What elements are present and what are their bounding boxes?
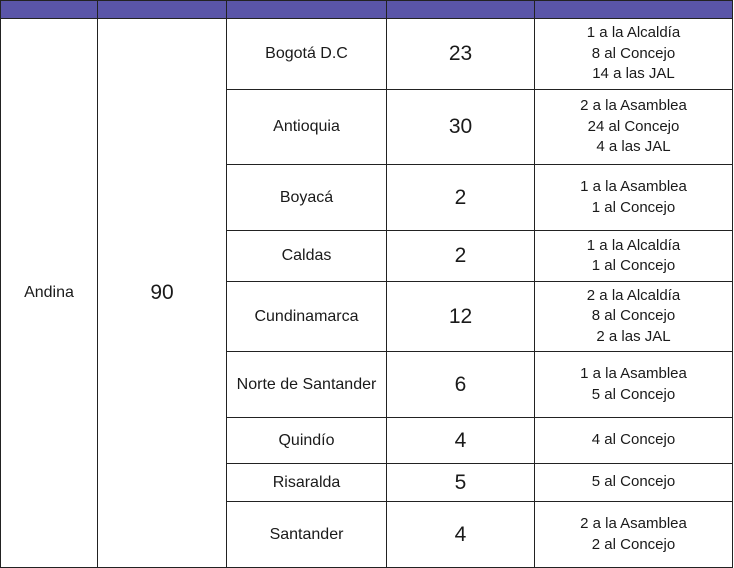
detail-line: 4 al Concejo [591, 431, 676, 449]
department-count: 2 [387, 231, 535, 282]
detail-line: 1 a la Asamblea [580, 365, 687, 382]
department-count: 30 [387, 90, 535, 165]
header-row [1, 1, 733, 19]
department-count: 2 [387, 165, 535, 231]
detail-line: 5 al Concejo [591, 385, 676, 403]
detail-line: 1 al Concejo [591, 198, 676, 216]
detail-line: 2 al Concejo [591, 535, 676, 553]
header-cell-1 [1, 1, 98, 19]
header-cell-4 [387, 1, 535, 19]
department-name: Caldas [227, 231, 387, 282]
department-details [535, 418, 733, 464]
department-details [535, 352, 733, 418]
department-details [535, 165, 733, 231]
department-name: Boyacá [227, 165, 387, 231]
detail-line: 2 a la Asamblea [580, 97, 687, 115]
detail-line: 1 a la Alcaldía [586, 24, 681, 42]
department-details [535, 231, 733, 282]
department-name: Quindío [227, 418, 387, 464]
department-name: Santander [227, 502, 387, 568]
department-count: 5 [387, 464, 535, 502]
department-name: Cundinamarca [227, 282, 387, 352]
department-count: 6 [387, 352, 535, 418]
detail-line: 2 a la Alcaldía [586, 286, 681, 304]
detail-line: 1 a la Alcaldía [586, 236, 681, 254]
department-count: 4 [387, 502, 535, 568]
header-cell-2 [98, 1, 227, 19]
detail-line: 1 a la Asamblea [580, 178, 687, 195]
header-cell-5 [535, 1, 733, 19]
department-details [535, 282, 733, 352]
detail-line: 2 a las JAL [596, 327, 671, 345]
department-name: Norte de Santander [227, 352, 387, 418]
department-name: Risaralda [227, 464, 387, 502]
detail-line: 24 al Concejo [587, 117, 680, 135]
header-cell-3 [227, 1, 387, 19]
table-row [1, 19, 733, 90]
department-count: 12 [387, 282, 535, 352]
detail-line: 14 a las JAL [592, 65, 675, 83]
department-details [535, 19, 733, 90]
department-name: Bogotá D.C [227, 19, 387, 90]
department-details [535, 90, 733, 165]
detail-line: 5 al Concejo [591, 473, 676, 491]
department-count: 23 [387, 19, 535, 90]
region-total: 90 [98, 19, 227, 568]
region-name: Andina [1, 19, 98, 568]
detail-line: 1 al Concejo [591, 257, 676, 274]
detail-line: 8 al Concejo [591, 307, 676, 325]
department-count: 4 [387, 418, 535, 464]
department-name: Antioquia [227, 90, 387, 165]
detail-line: 4 a las JAL [596, 138, 671, 156]
detail-line: 2 a la Asamblea [580, 515, 687, 532]
department-details [535, 464, 733, 502]
detail-line: 8 al Concejo [591, 44, 676, 62]
department-details [535, 502, 733, 568]
